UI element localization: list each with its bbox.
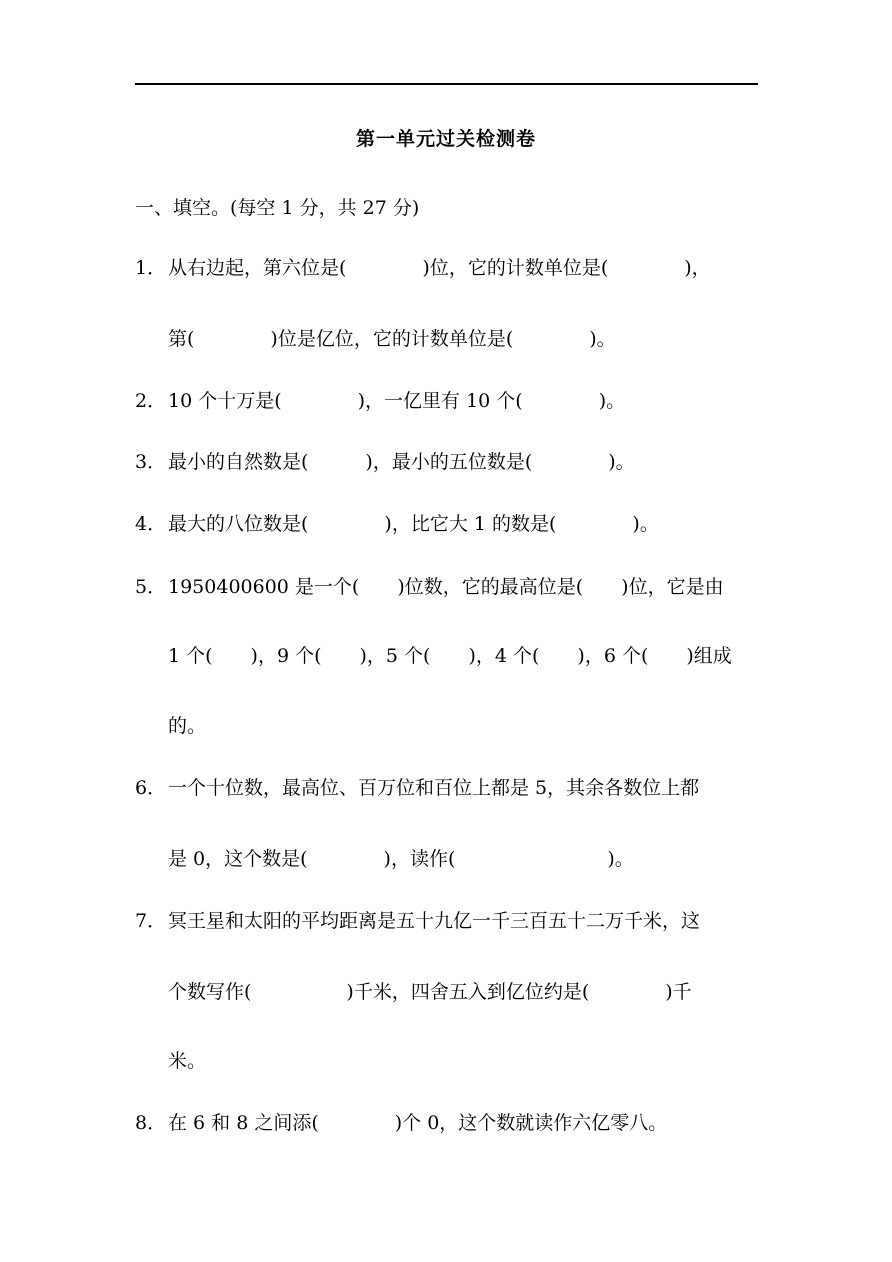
question-number: 6．: [135, 777, 167, 799]
question-number: 4．: [135, 513, 167, 535]
question-number: 5．: [135, 576, 167, 598]
question-5-line-3: 的。: [168, 715, 207, 737]
question-number: 2．: [135, 390, 167, 412]
question-7-line-3: 米。: [168, 1050, 207, 1072]
section-heading: 一、填空。(每空 1 分，共 27 分): [135, 197, 420, 219]
question-8-line-1: 在 6 和 8 之间添( )个 0，这个数就读作六亿零八。: [168, 1112, 668, 1134]
question-number: 1．: [135, 257, 167, 279]
header-rule: [135, 83, 758, 85]
question-6-line-1: 一个十位数，最高位、百万位和百位上都是 5，其余各数位上都: [168, 777, 700, 799]
question-5-line-2: 1 个( )，9 个( )，5 个( )，4 个( )，6 个( )组成: [168, 645, 732, 667]
question-2-line-1: 10 个十万是( )，一亿里有 10 个( )。: [168, 390, 626, 412]
question-number: 7．: [135, 910, 167, 932]
question-1-line-2: 第( )位是亿位，它的计数单位是( )。: [168, 328, 616, 350]
question-7-line-2: 个数写作( )千米，四舍五入到亿位约是( )千: [168, 981, 692, 1003]
question-7-line-1: 冥王星和太阳的平均距离是五十九亿一千三百五十二万千米，这: [168, 910, 701, 932]
page-title: 第一单元过关检测卷: [355, 128, 536, 150]
question-number: 3．: [135, 451, 167, 473]
question-6-line-2: 是 0，这个数是( )，读作( )。: [168, 848, 634, 870]
question-number: 8．: [135, 1112, 167, 1134]
question-4-line-1: 最大的八位数是( )，比它大 1 的数是( )。: [168, 513, 659, 535]
question-5-line-1: 1950400600 是一个( )位数，它的最高位是( )位，它是由: [168, 576, 724, 598]
question-3-line-1: 最小的自然数是( )，最小的五位数是( )。: [168, 451, 635, 473]
question-1-line-1: 从右边起，第六位是( )位，它的计数单位是( )，: [168, 257, 711, 279]
